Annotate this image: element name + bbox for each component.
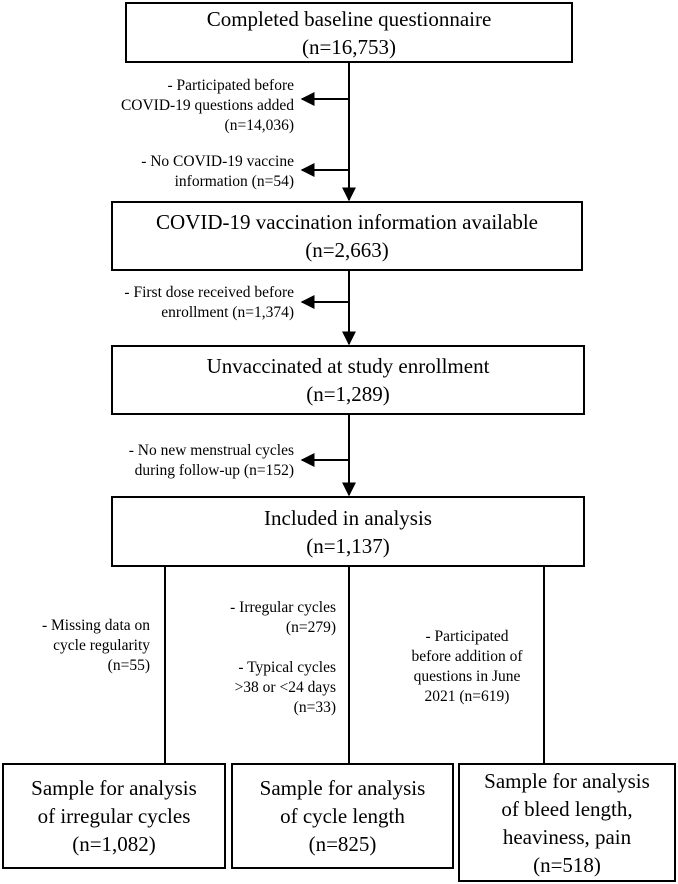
- box-unvaccinated: [111, 345, 585, 415]
- box-unvaccinated-count: (n=1,289): [306, 382, 390, 406]
- box-baseline-title: Completed baseline questionnaire: [206, 6, 492, 31]
- box-vaccination-info-title: COVID-19 vaccination information available: [156, 210, 538, 234]
- sample-box-bleed: [458, 763, 676, 882]
- note-before-covid-questions: - Participated before COVID-19 questions added (n=14,036): [120, 77, 294, 134]
- sample-box-irregular-line2: of irregular cycles: [37, 804, 191, 828]
- box-unvaccinated-title: Unvaccinated at study enrollment: [206, 354, 490, 378]
- sample-box-cycle-length: [231, 763, 454, 869]
- box-baseline: [125, 2, 573, 63]
- sample-bleed-line2: of bleed length,: [501, 796, 633, 821]
- note-first-dose-before: - First dose received before enrollment (n=1,374): [124, 284, 294, 321]
- sample-bleed-line1: Sample for analysis: [484, 768, 650, 793]
- box-vaccination-info: [111, 201, 583, 271]
- box-vaccination-info-count: (n=2,663): [305, 238, 389, 262]
- box-included-title: Included in analysis: [264, 505, 432, 530]
- box-included: [111, 496, 585, 567]
- note-irregular-cycles: - Irregular cycles (n=279): [230, 599, 336, 636]
- sample-cycle-length-line1: Sample for analysis: [259, 776, 426, 800]
- note-typical-cycles: - Typical cycles >38 or <24 days (n=33): [234, 659, 336, 716]
- box-included-count: (n=1,137): [306, 533, 390, 558]
- sample-cycle-length-line2: of cycle length: [280, 804, 405, 828]
- sample-box-irregular-count: (n=1,082): [72, 832, 156, 856]
- note-before-june-2021: - Participated before addition of questions in June 2021 (n=619): [411, 628, 523, 705]
- note-no-new-cycles: - No new menstrual cycles during follow-up (n=152): [128, 442, 294, 479]
- note-missing-regularity: - Missing data on cycle regularity (n=55): [41, 617, 150, 674]
- sample-cycle-length-count: (n=825): [308, 832, 377, 856]
- sample-box-irregular: [2, 763, 226, 869]
- sample-box-irregular-line1: Sample for analysis: [31, 776, 197, 800]
- sample-bleed-line3: heaviness, pain: [502, 824, 632, 849]
- box-baseline-count: (n=16,753): [301, 34, 397, 59]
- sample-bleed-count: (n=518): [533, 852, 601, 877]
- note-no-vaccine-info: - No COVID-19 vaccine information (n=54): [141, 153, 294, 190]
